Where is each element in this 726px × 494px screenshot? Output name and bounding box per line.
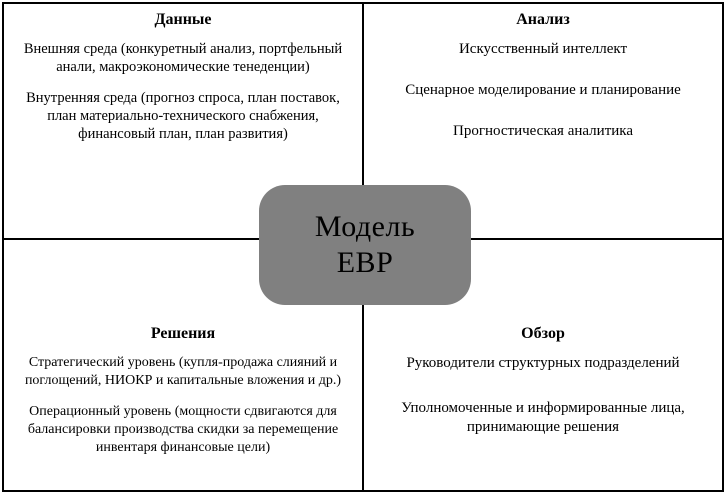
quadrant-review-title: Обзор — [521, 325, 565, 342]
center-model-label-line1: Модель — [314, 210, 416, 243]
quadrant-analysis-item-1: Искусственный интеллект — [458, 41, 628, 57]
quadrant-data-title: Данные — [154, 11, 212, 28]
quadrant-decisions-item-2: Операционный уровень (мощности сдвигаются для балансировки производства скидки за перемещение инвентаря финансовые цели) — [27, 404, 339, 455]
quadrant-data-item-1: Внешняя среда (конкуретный анализ, портфельный анали, макроэкономические тенеденции) — [23, 41, 343, 75]
quadrant-decisions-title: Решения — [150, 325, 216, 342]
quadrant-data-item-2: Внутренняя среда (прогноз спроса, план поставок, план материально-технического снабжения, финансовый план, план развития) — [26, 90, 340, 142]
quadrant-analysis-title: Анализ — [516, 11, 570, 28]
center-model-box — [259, 185, 471, 305]
quadrant-review-item-1: Руководители структурных подразделений — [406, 355, 680, 371]
quadrant-review-item-2: Уполномоченные и информированные лица, принимающие решения — [401, 400, 685, 435]
quadrant-analysis-item-3: Прогностическая аналитика — [452, 123, 633, 139]
center-model-label-line2: EBP — [336, 246, 394, 279]
quadrant-decisions-item-1: Стратегический уровень (купля-продажа слияний и поглощений, НИОКР и капитальные вложения и др.) — [24, 355, 342, 388]
quadrant-analysis-item-2: Сценарное моделирование и планирование — [405, 82, 681, 98]
